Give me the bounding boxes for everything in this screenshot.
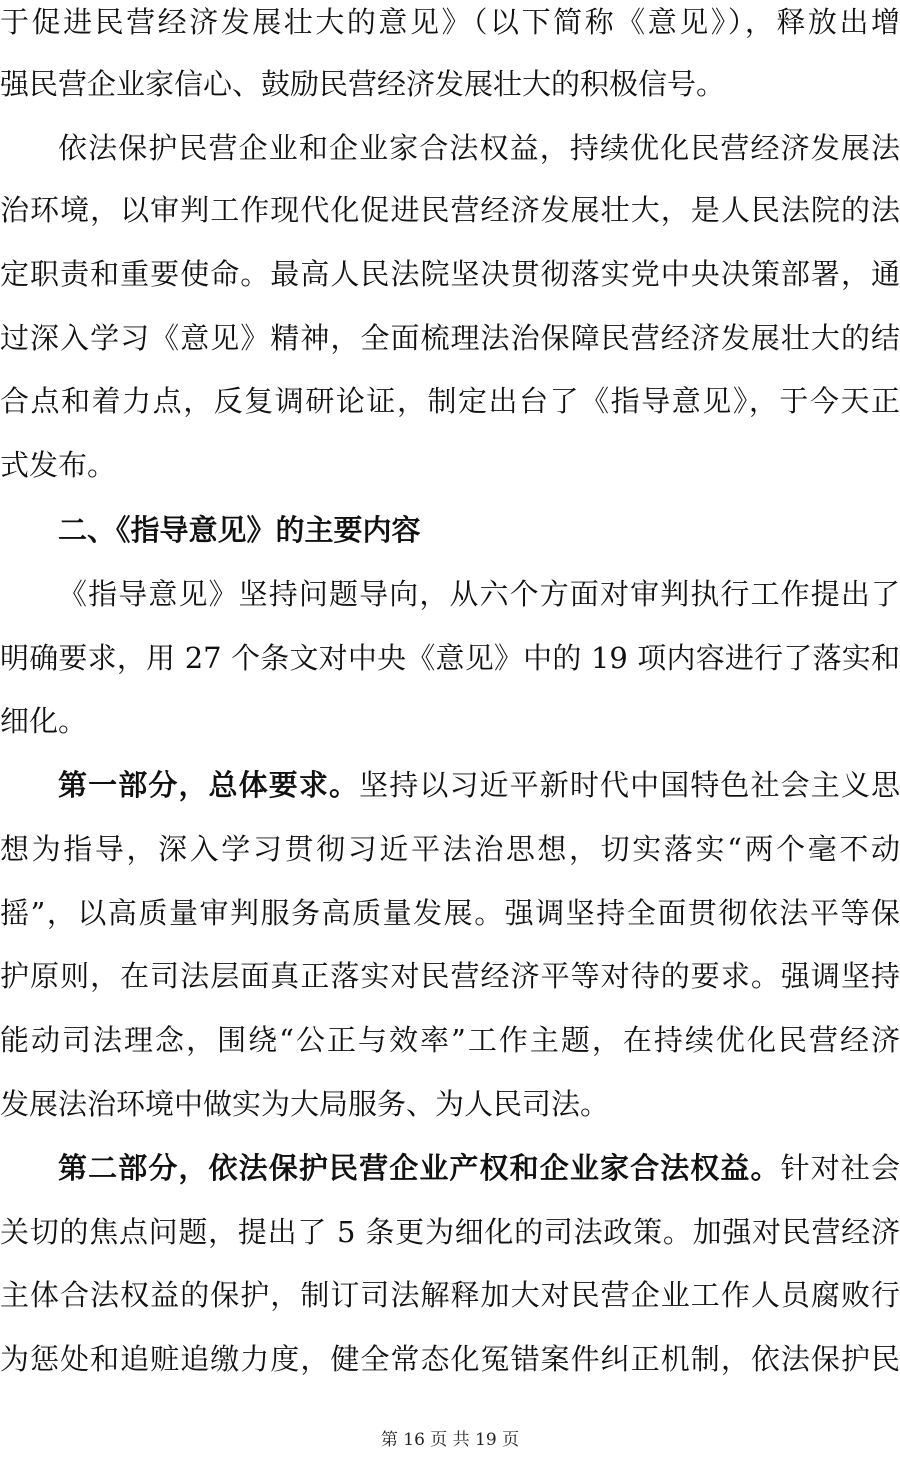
- page-number: 第 16 页 共 19 页: [380, 1430, 520, 1450]
- paragraph-text: 坚持以习近平新时代中国特色社会主义思: [359, 768, 900, 802]
- paragraph-first-line: [0, 765, 900, 805]
- paragraph-line: 定职责和重要使命。最高人民法院坚决贯彻落实党中央决策部署，通: [0, 257, 900, 291]
- paragraph-line: 合点和着力点，反复调研论证，制定出台了《指导意见》，于今天正: [0, 384, 900, 418]
- paragraph-first-line: [0, 1148, 900, 1188]
- paragraph-line: 护原则，在司法层面真正落实对民营经济平等对待的要求。强调坚持: [0, 959, 900, 993]
- paragraph-line: 过深入学习《意见》精神，全面梳理法治保障民营经济发展壮大的结: [0, 321, 900, 355]
- paragraph-line: 于促进民营经济发展壮大的意见》（以下简称《意见》），释放出增: [0, 5, 900, 39]
- paragraph-lead: 第二部分，依法保护民营企业产权和企业家合法权益。: [58, 1151, 781, 1185]
- paragraph-line: 细化。: [0, 704, 88, 738]
- paragraph-line: 为惩处和追赃追缴力度，健全常态化冤错案件纠正机制，依法保护民: [0, 1342, 900, 1376]
- paragraph-line: 发展法治环境中做实为大局服务、为人民司法。: [0, 1087, 610, 1121]
- paragraph-line: 明确要求，用 27 个条文对中央《意见》中的 19 项内容进行了落实和: [0, 641, 900, 675]
- paragraph-line: 关切的焦点问题，提出了 5 条更为细化的司法政策。加强对民营经济: [0, 1215, 900, 1249]
- paragraph-lead: 第一部分，总体要求。: [58, 768, 360, 802]
- paragraph-line: 式发布。: [0, 448, 117, 482]
- paragraph-line: 能动司法理念，围绕“公正与效率”工作主题，在持续优化民营经济: [0, 1023, 900, 1057]
- paragraph-line: 《指导意见》坚持问题导向，从六个方面对审判执行工作提出了: [58, 577, 900, 611]
- paragraph-line: 依法保护民营企业和企业家合法权益，持续优化民营经济发展法: [58, 131, 900, 165]
- section-heading: 二、《指导意见》的主要内容: [58, 513, 421, 547]
- paragraph-text: 针对社会: [780, 1151, 900, 1185]
- paragraph-line: 治环境，以审判工作现代化促进民营经济发展壮大，是人民法院的法: [0, 193, 900, 227]
- paragraph-line: 摇”，以高质量审判服务高质量发展。强调坚持全面贯彻依法平等保: [0, 896, 900, 930]
- paragraph-line: 主体合法权益的保护，制订司法解释加大对民营企业工作人员腐败行: [0, 1278, 900, 1312]
- paragraph-line: 强民营企业家信心、鼓励民营经济发展壮大的积极信号。: [0, 67, 726, 101]
- paragraph-line: 想为指导，深入学习贯彻习近平法治思想，切实落实“两个毫不动: [0, 832, 900, 866]
